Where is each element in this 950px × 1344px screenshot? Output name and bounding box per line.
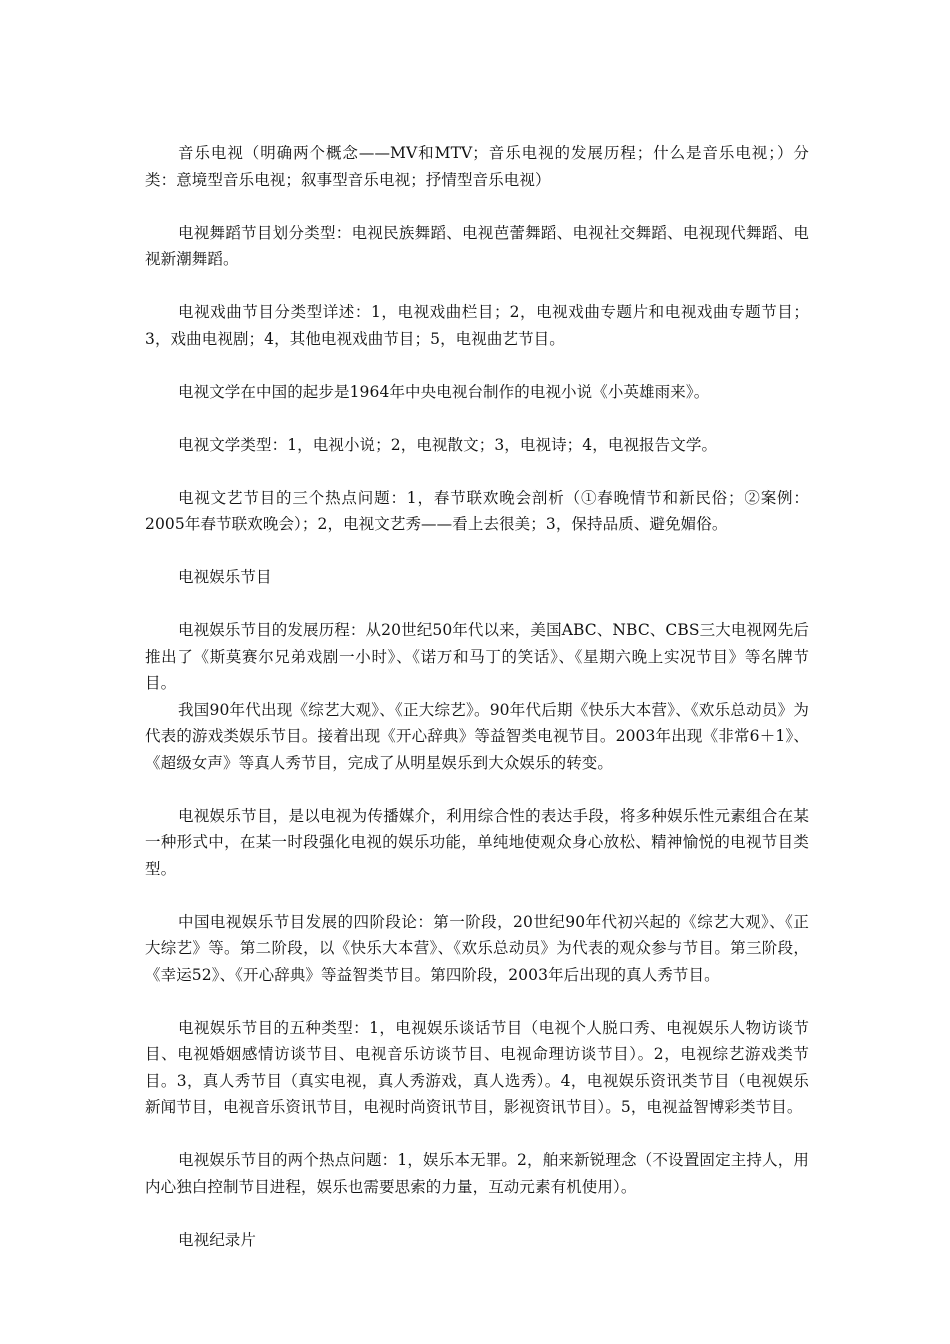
section-heading-documentary: 电视纪录片 bbox=[178, 1230, 257, 1249]
paragraph-tv-literature-types: 电视文学类型：1，电视小说；2，电视散文；3，电视诗；4，电视报告文学。 bbox=[178, 435, 718, 454]
paragraph-four-stages: 中国电视娱乐节目发展的四阶段论：第一阶段，20世纪90年代初兴起的《综艺大观》、《正大综艺》等。第二阶段，以《快乐大本营》、《欢乐总动员》为代表的观众参与节目。第三阶段，《幸运52》、《开心辞典》等益智类节目。第四阶段，2003年后出现的真人秀节目。 bbox=[145, 912, 809, 984]
paragraph-dance-types: 电视舞蹈节目划分类型：电视民族舞蹈、电视芭蕾舞蹈、电视社交舞蹈、电视现代舞蹈、电视新潮舞蹈。 bbox=[145, 223, 809, 268]
paragraph-two-hot-issues: 电视娱乐节目的两个热点问题：1，娱乐本无罪。2，舶来新锐理念（不设置固定主持人，用内心独白控制节目进程，娱乐也需要思索的力量，互动元素有机使用）。 bbox=[145, 1151, 809, 1196]
paragraph-china-90s: 我国90年代出现《综艺大观》、《正大综艺》。90年代后期《快乐大本营》、《欢乐总动员》为代表的游戏类娱乐节目。接着出现《开心辞典》等益智类电视节目。2003年出现《非常6＋1》、《超级女声》等真人秀节目，完成了从明星娱乐到大众娱乐的转变。 bbox=[145, 700, 809, 772]
paragraph-five-types: 电视娱乐节目的五种类型：1，电视娱乐谈话节目（电视个人脱口秀、电视娱乐人物访谈节目、电视婚姻感情访谈节目、电视音乐访谈节目、电视命理访谈节目）。2，电视综艺游戏类节目。3，真人秀节目（真实电视，真人秀游戏，真人选秀）。4，电视娱乐资讯类节目（电视娱乐新闻节目，电视音乐资讯节目，电视时尚资讯节目，影视资讯节目）。5，电视益智博彩类节目。 bbox=[145, 1018, 809, 1116]
paragraph-music-tv: 音乐电视（明确两个概念——MV和MTV；音乐电视的发展历程；什么是音乐电视；）分类：意境型音乐电视；叙事型音乐电视；抒情型音乐电视） bbox=[145, 144, 809, 189]
paragraph-arts-hot-issues: 电视文艺节目的三个热点问题：1，春节联欢晚会剖析（①春晚情节和新民俗；②案例：2005年春节联欢晚会）；2，电视文艺秀——看上去很美；3，保持品质、避免媚俗。 bbox=[145, 488, 809, 533]
paragraph-tv-literature-origin: 电视文学在中国的起步是1964年中央电视台制作的电视小说《小英雄雨来》。 bbox=[178, 382, 710, 401]
section-heading-entertainment: 电视娱乐节目 bbox=[178, 568, 272, 586]
paragraph-entertainment-definition: 电视娱乐节目，是以电视为传播媒介，利用综合性的表达手段，将多种娱乐性元素组合在某一种形式中，在某一时段强化电视的娱乐功能，单纯地使观众身心放松、精神愉悦的电视节目类型。 bbox=[145, 806, 809, 878]
paragraph-entertainment-history: 电视娱乐节目的发展历程：从20世纪50年代以来，美国ABC、NBC、CBS三大电视网先后推出了《斯莫赛尔兄弟戏剧一小时》、《诺万和马丁的笑话》、《星期六晚上实况节目》等名牌节目。 bbox=[145, 621, 809, 692]
document-body bbox=[145, 140, 809, 1253]
paragraph-opera-types: 电视戏曲节目分类型详述：1，电视戏曲栏目；2，电视戏曲专题片和电视戏曲专题节目；3，戏曲电视剧；4，其他电视戏曲节目；5，电视曲艺节目。 bbox=[145, 303, 809, 348]
